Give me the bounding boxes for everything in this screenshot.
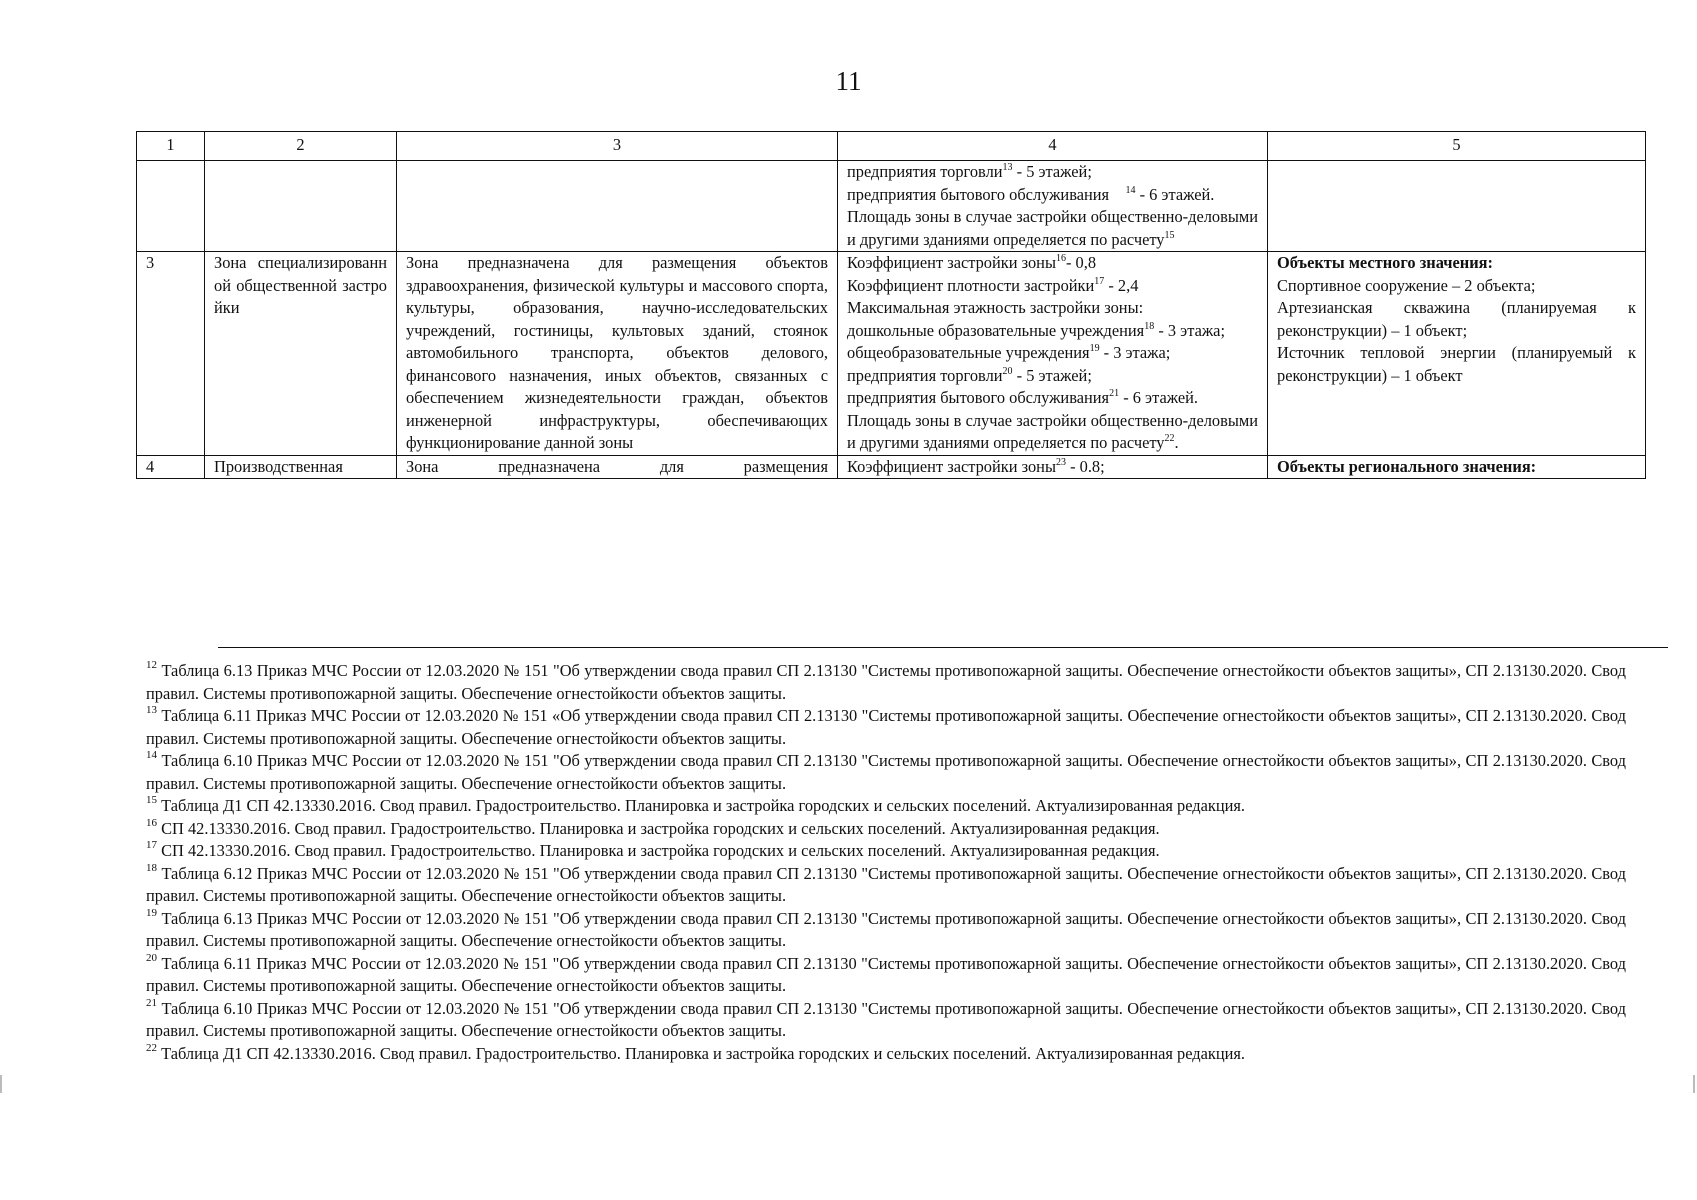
param-line: Максимальная этажность застройки зоны: <box>847 298 1144 317</box>
cell-params-continued <box>838 161 1268 252</box>
footnote: $^{16}$ СП 42.13330.2016. Свод правил. Градостроительство. Планировка и застройка городских и сельских поселений. Актуализированная редакция. <box>146 816 1160 838</box>
param-line: Коэффициент плотности застройки$^{17}$ - 2,4 <box>847 275 1139 295</box>
cell-zone-params <box>838 252 1268 456</box>
table-row-continued <box>137 161 1646 252</box>
footnote-separator <box>218 647 1668 648</box>
footnotes <box>146 660 1626 1065</box>
cell-zone-purpose: Зона предназначена для размещения объектов здравоохранения, физической культуры и массового спорта, культуры, образования, научно-исследовательских учреждений, гостиницы, культовых зданий, стоянок автомобильного транспорта, объектов делового, финансового назначения, иных объектов, связанных с обеспечением жизнедеятельности граждан, объектов инженерной инфраструктуры, обеспечивающих функционирование данной зоны <box>397 252 838 456</box>
purpose-word: размещения <box>743 456 828 476</box>
cell-zone-objects: Объекты регионального значения: <box>1268 455 1646 478</box>
scan-margin-mark <box>0 1075 2 1093</box>
footnote: $^{19}$ Таблица 6.13 Приказ МЧС России от 12.03.2020 № 151 "Об утверждении свода правил СП 2.13130 "Системы противопожарной защиты. Обеспечение огнестойкости объектов защиты», СП 2.13130.2020. Свод правил. Системы противопожарной защиты. Обеспечение огнестойкости объектов защиты. <box>146 906 1626 950</box>
header-col-4: 4 <box>838 132 1268 161</box>
cell-zone-purpose <box>397 455 838 478</box>
table-row-3 <box>137 252 1646 456</box>
purpose-word: для <box>659 456 684 476</box>
footnote: $^{13}$ Таблица 6.11 Приказ МЧС России от 12.03.2020 № 151 «Об утверждении свода правил СП 2.13130 "Системы противопожарной защиты. Обеспечение огнестойкости объектов защиты», СП 2.13130.2020. Свод правил. Системы противопожарной защиты. Обеспечение огнестойкости объектов защиты. <box>146 704 1626 748</box>
param-line: общеобразовательные учреждения$^{19}$ - 3 этажа; <box>847 343 1171 362</box>
param-line: дошкольные образовательные учреждения$^{18}$ - 3 этажа; <box>847 320 1225 340</box>
param-line: предприятия торговли$^{13}$ - 5 этажей; <box>847 162 1092 181</box>
page-number: 11 <box>835 66 862 96</box>
table-header-row <box>137 132 1646 161</box>
footnote: $^{21}$ Таблица 6.10 Приказ МЧС России от 12.03.2020 № 151 "Об утверждении свода правил СП 2.13130 "Системы противопожарной защиты. Обеспечение огнестойкости объектов защиты», СП 2.13130.2020. Свод правил. Системы противопожарной защиты. Обеспечение огнестойкости объектов защиты. <box>146 996 1626 1040</box>
footnote: $^{18}$ Таблица 6.12 Приказ МЧС России от 12.03.2020 № 151 "Об утверждении свода правил СП 2.13130 "Системы противопожарной защиты. Обеспечение огнестойкости объектов защиты», СП 2.13130.2020. Свод правил. Системы противопожарной защиты. Обеспечение огнестойкости объектов защиты. <box>146 861 1626 905</box>
footnote: $^{15}$ Таблица Д1 СП 42.13330.2016. Свод правил. Градостроительство. Планировка и застройка городских и сельских поселений. Актуализированная редакция. <box>146 794 1246 815</box>
footnote: $^{14}$ Таблица 6.10 Приказ МЧС России от 12.03.2020 № 151 "Об утверждении свода правил СП 2.13130 "Системы противопожарной защиты. Обеспечение огнестойкости объектов защиты», СП 2.13130.2020. Свод правил. Системы противопожарной защиты. Обеспечение огнестойкости объектов защиты. <box>146 749 1626 793</box>
param-line: предприятия бытового обслуживания $^{14}$ - 6 этажей. <box>847 184 1215 204</box>
param-line: Площадь зоны в случае застройки общественно-деловыми и другими зданиями определяется по расчету$^{22}$. <box>847 410 1258 452</box>
cell-empty <box>397 161 838 252</box>
cell-empty <box>1268 161 1646 252</box>
cell-empty <box>137 161 205 252</box>
param-line: Коэффициент застройки зоны$^{16}$- 0,8 <box>847 253 1097 272</box>
footnote: $^{17}$ СП 42.13330.2016. Свод правил. Градостроительство. Планировка и застройка городских и сельских поселений. Актуализированная редакция. <box>146 839 1160 860</box>
footnote: $^{22}$ Таблица Д1 СП 42.13330.2016. Свод правил. Градостроительство. Планировка и застройка городских и сельских поселений. Актуализированная редакция. <box>146 1041 1246 1063</box>
header-col-2: 2 <box>205 132 397 161</box>
cell-empty <box>205 161 397 252</box>
table-row-4 <box>137 455 1646 478</box>
object-item: Спортивное сооружение – 2 объекта; <box>1277 275 1536 295</box>
scan-margin-mark <box>1693 1075 1695 1093</box>
cell-zone-params: Коэффициент застройки зоны$^{23}$ - 0.8; <box>838 455 1268 478</box>
cell-row-number: 3 <box>137 252 205 456</box>
cell-zone-name: Производственная <box>205 455 397 478</box>
param-line: предприятия бытового обслуживания$^{21}$ - 6 этажей. <box>847 388 1198 407</box>
zones-table <box>136 131 1646 479</box>
cell-zone-name: Зона специализированной общественной застройки <box>205 252 397 456</box>
purpose-word: Зона <box>406 456 439 476</box>
cell-zone-objects <box>1268 252 1646 456</box>
purpose-word: предназначена <box>498 456 601 476</box>
objects-title: Объекты местного значения: <box>1277 253 1493 272</box>
param-line: Площадь зоны в случае застройки общественно-деловыми и другими зданиями определяется по расчету$^{15}$ <box>847 207 1258 249</box>
footnote: $^{12}$ Таблица 6.13 Приказ МЧС России от 12.03.2020 № 151 "Об утверждении свода правил СП 2.13130 "Системы противопожарной защиты. Обеспечение огнестойкости объектов защиты», СП 2.13130.2020. Свод правил. Системы противопожарной защиты. Обеспечение огнестойкости объектов защиты. <box>146 659 1626 703</box>
param-line: предприятия торговли$^{20}$ - 5 этажей; <box>847 365 1092 385</box>
header-col-5: 5 <box>1268 132 1646 161</box>
cell-row-number: 4 <box>137 455 205 478</box>
object-item: Источник тепловой энергии (планируемый к реконструкции) – 1 объект <box>1277 343 1636 385</box>
header-col-1: 1 <box>137 132 205 161</box>
object-item: Артезианская скважина (планируемая к реконструкции) – 1 объект; <box>1277 298 1636 340</box>
footnote: $^{20}$ Таблица 6.11 Приказ МЧС России от 12.03.2020 № 151 "Об утверждении свода правил СП 2.13130 "Системы противопожарной защиты. Обеспечение огнестойкости объектов защиты», СП 2.13130.2020. Свод правил. Системы противопожарной защиты. Обеспечение огнестойкости объектов защиты. <box>146 951 1626 995</box>
header-col-3: 3 <box>397 132 838 161</box>
